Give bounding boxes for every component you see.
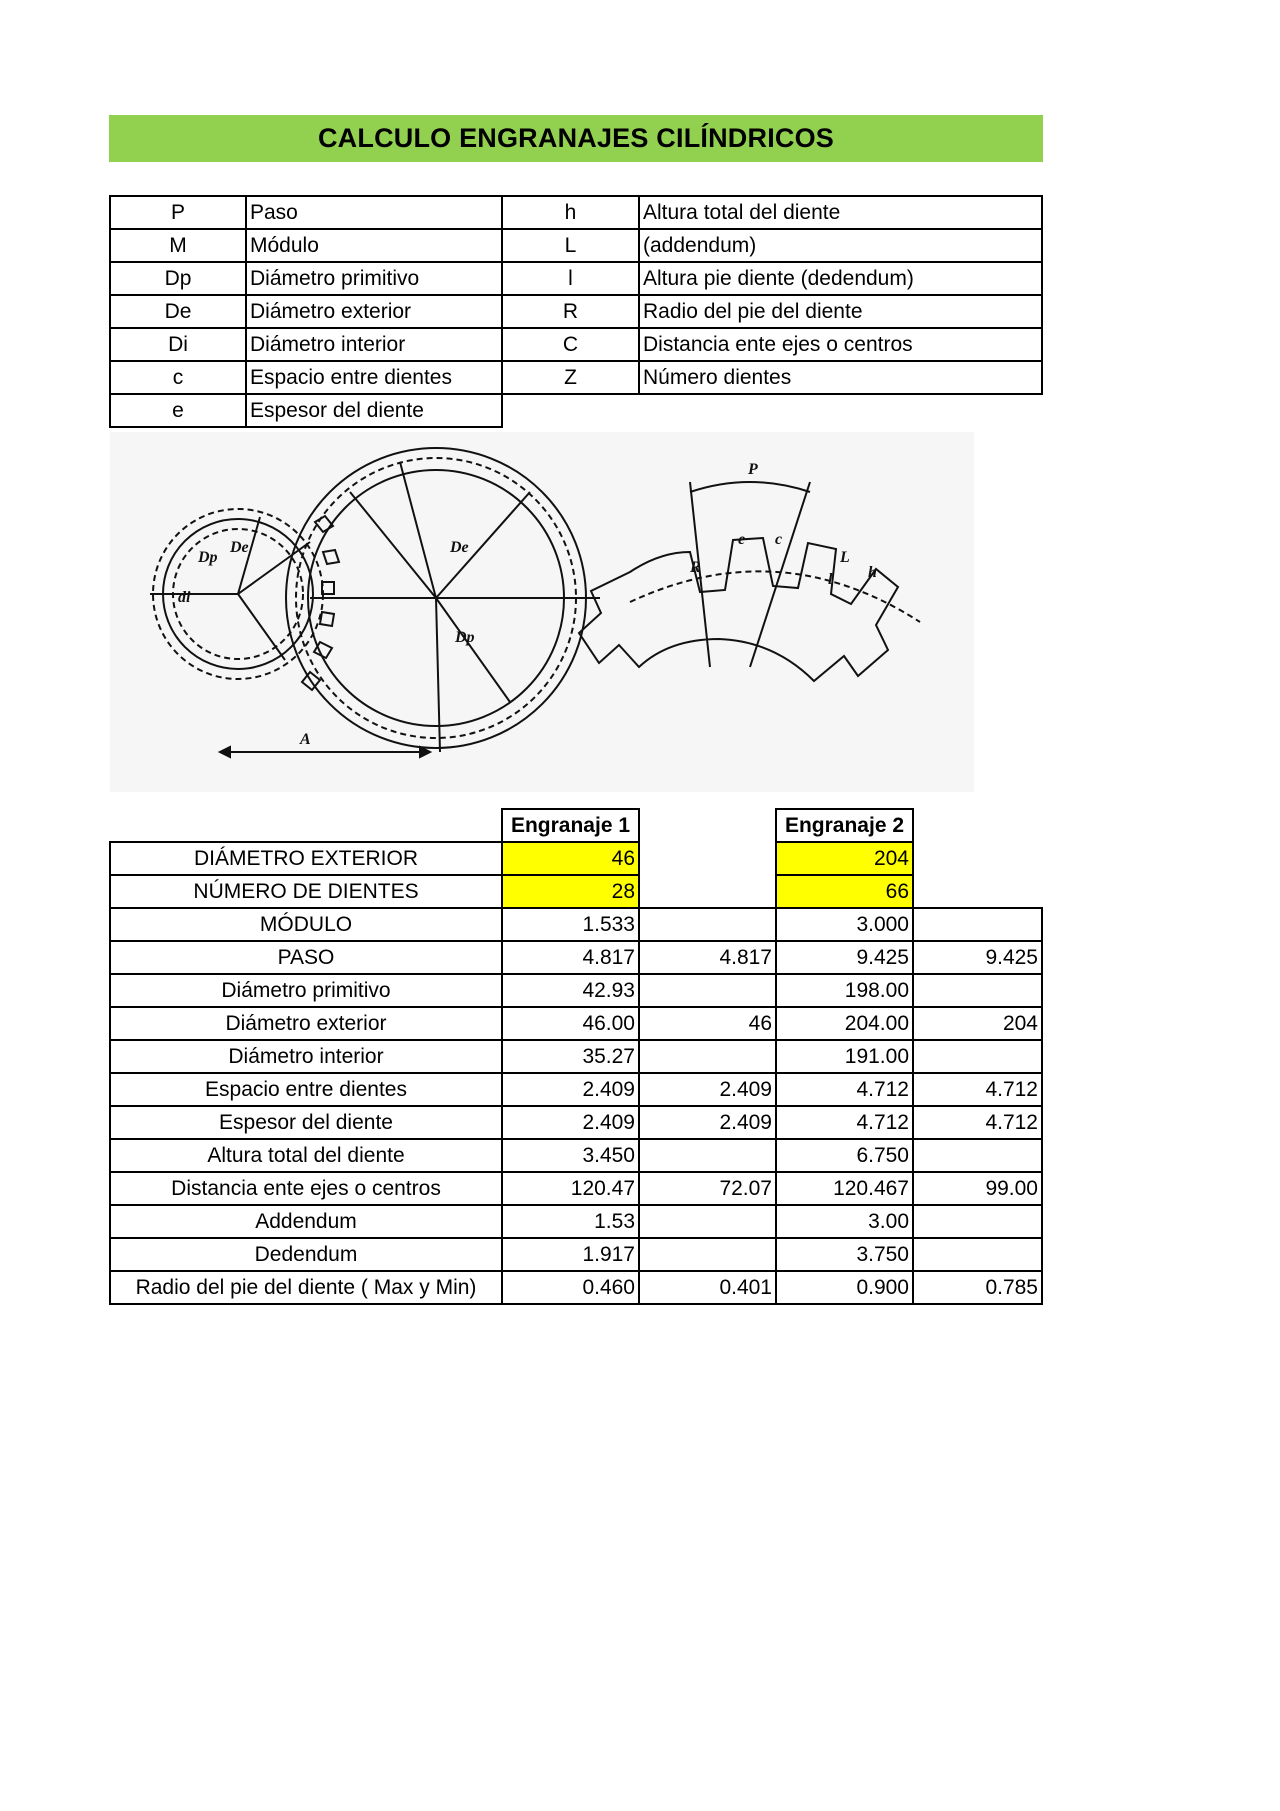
legend-symbol: Di — [110, 328, 246, 361]
legend-row — [110, 229, 1042, 262]
symbol-legend-table — [109, 195, 1043, 428]
legend-empty-cell — [639, 394, 1042, 427]
legend-description: Número dientes — [639, 361, 1042, 394]
value-cell-g1b: 46 — [639, 1007, 776, 1040]
value-cell-g1b — [639, 1040, 776, 1073]
value-cell-g1: 0.460 — [502, 1271, 639, 1304]
legend-row — [110, 328, 1042, 361]
value-cell-g2: 4.712 — [776, 1106, 913, 1139]
row-label: MÓDULO — [110, 908, 502, 941]
value-cell-g1: 42.93 — [502, 974, 639, 1007]
legend-row — [110, 295, 1042, 328]
result-row — [110, 1205, 1042, 1238]
value-cell-g2: 204.00 — [776, 1007, 913, 1040]
result-row — [110, 1238, 1042, 1271]
gear-2-input-cell[interactable]: 66 — [776, 875, 913, 908]
gear-1-input-cell[interactable]: 28 — [502, 875, 639, 908]
value-cell-g2: 191.00 — [776, 1040, 913, 1073]
diagram-label-l-lower: l — [828, 571, 833, 588]
empty-cell — [639, 842, 776, 875]
legend-description: Radio del pie del diente — [639, 295, 1042, 328]
legend-row — [110, 361, 1042, 394]
legend-description: Altura pie diente (dedendum) — [639, 262, 1042, 295]
legend-symbol: h — [502, 196, 639, 229]
legend-symbol: l — [502, 262, 639, 295]
legend-row — [110, 196, 1042, 229]
row-label: PASO — [110, 941, 502, 974]
result-row — [110, 908, 1042, 941]
legend-description: Módulo — [246, 229, 502, 262]
value-cell-g2b: 204 — [913, 1007, 1042, 1040]
value-cell-g2b: 99.00 — [913, 1172, 1042, 1205]
value-cell-g1: 1.53 — [502, 1205, 639, 1238]
legend-description: (addendum) — [639, 229, 1042, 262]
value-cell-g2b: 0.785 — [913, 1271, 1042, 1304]
legend-row — [110, 394, 1042, 427]
row-label: Diámetro interior — [110, 1040, 502, 1073]
legend-description: Altura total del diente — [639, 196, 1042, 229]
value-cell-g1b — [639, 1205, 776, 1238]
legend-description: Diámetro interior — [246, 328, 502, 361]
value-cell-g1: 35.27 — [502, 1040, 639, 1073]
legend-symbol: P — [110, 196, 246, 229]
row-label: Distancia ente ejes o centros — [110, 1172, 502, 1205]
legend-symbol: C — [502, 328, 639, 361]
gear-diagram-svg — [110, 432, 974, 792]
row-label: Addendum — [110, 1205, 502, 1238]
result-row — [110, 1271, 1042, 1304]
value-cell-g2: 198.00 — [776, 974, 913, 1007]
legend-description: Paso — [246, 196, 502, 229]
value-cell-g2: 3.000 — [776, 908, 913, 941]
gear-2-input-cell[interactable]: 204 — [776, 842, 913, 875]
diagram-label-p: P — [748, 461, 758, 478]
empty-cell — [913, 842, 1042, 875]
result-row — [110, 1139, 1042, 1172]
legend-symbol: c — [110, 361, 246, 394]
input-row — [110, 875, 1042, 908]
legend-symbol: R — [502, 295, 639, 328]
header-gear-2: Engranaje 2 — [776, 809, 913, 842]
gear-calculation-table — [109, 808, 1043, 1305]
legend-symbol: Dp — [110, 262, 246, 295]
result-row — [110, 1040, 1042, 1073]
value-cell-g1b: 72.07 — [639, 1172, 776, 1205]
legend-symbol: De — [110, 295, 246, 328]
value-cell-g1b: 0.401 — [639, 1271, 776, 1304]
value-cell-g2: 3.00 — [776, 1205, 913, 1238]
input-row — [110, 842, 1042, 875]
header-empty-cell — [110, 809, 502, 842]
value-cell-g2b: 4.712 — [913, 1073, 1042, 1106]
value-cell-g2: 3.750 — [776, 1238, 913, 1271]
value-cell-g2: 6.750 — [776, 1139, 913, 1172]
row-label: Dedendum — [110, 1238, 502, 1271]
value-cell-g2: 120.467 — [776, 1172, 913, 1205]
value-cell-g1b — [639, 908, 776, 941]
gear-diagram — [110, 432, 974, 792]
empty-cell — [639, 875, 776, 908]
header-empty-cell — [639, 809, 776, 842]
diagram-label-l-upper: L — [840, 549, 850, 566]
result-row — [110, 1007, 1042, 1040]
legend-symbol: Z — [502, 361, 639, 394]
legend-empty-cell — [502, 394, 639, 427]
diagram-label-de-large: De — [450, 539, 469, 556]
value-cell-g1b: 4.817 — [639, 941, 776, 974]
row-label: Diámetro primitivo — [110, 974, 502, 1007]
value-cell-g2b — [913, 974, 1042, 1007]
value-cell-g1b — [639, 1139, 776, 1172]
value-cell-g2: 9.425 — [776, 941, 913, 974]
value-cell-g1: 4.817 — [502, 941, 639, 974]
value-cell-g1: 120.47 — [502, 1172, 639, 1205]
value-cell-g2b — [913, 1238, 1042, 1271]
value-cell-g1b: 2.409 — [639, 1106, 776, 1139]
result-row — [110, 1073, 1042, 1106]
row-label: Altura total del diente — [110, 1139, 502, 1172]
gear-1-input-cell[interactable]: 46 — [502, 842, 639, 875]
result-row — [110, 941, 1042, 974]
legend-description: Diámetro exterior — [246, 295, 502, 328]
row-label: Espesor del diente — [110, 1106, 502, 1139]
legend-symbol: e — [110, 394, 246, 427]
value-cell-g1: 2.409 — [502, 1106, 639, 1139]
value-cell-g2b — [913, 1040, 1042, 1073]
diagram-label-e: e — [738, 531, 746, 548]
legend-row — [110, 262, 1042, 295]
value-cell-g1: 2.409 — [502, 1073, 639, 1106]
value-cell-g2b: 4.712 — [913, 1106, 1042, 1139]
value-cell-g1b: 2.409 — [639, 1073, 776, 1106]
row-label: Espacio entre dientes — [110, 1073, 502, 1106]
row-label: DIÁMETRO EXTERIOR — [110, 842, 502, 875]
result-row — [110, 1106, 1042, 1139]
legend-description: Espesor del diente — [246, 394, 502, 427]
value-cell-g2b: 9.425 — [913, 941, 1042, 974]
legend-symbol: L — [502, 229, 639, 262]
diagram-label-c: c — [775, 531, 783, 548]
diagram-label-h: h — [868, 564, 877, 581]
value-cell-g1: 1.533 — [502, 908, 639, 941]
legend-description: Distancia ente ejes o centros — [639, 328, 1042, 361]
diagram-label-dp-large: Dp — [455, 629, 475, 646]
empty-cell — [913, 875, 1042, 908]
result-row — [110, 1172, 1042, 1205]
legend-description: Diámetro primitivo — [246, 262, 502, 295]
row-label: Radio del pie del diente ( Max y Min) — [110, 1271, 502, 1304]
value-cell-g1: 1.917 — [502, 1238, 639, 1271]
value-cell-g2b — [913, 1205, 1042, 1238]
diagram-label-r: R — [690, 559, 701, 576]
page-title: CALCULO ENGRANAJES CILÍNDRICOS — [109, 115, 1043, 162]
header-gear-1: Engranaje 1 — [502, 809, 639, 842]
value-cell-g1: 46.00 — [502, 1007, 639, 1040]
value-cell-g2b — [913, 908, 1042, 941]
diagram-label-de: De — [230, 539, 249, 556]
legend-symbol: M — [110, 229, 246, 262]
diagram-label-dp: Dp — [198, 549, 218, 566]
row-label: NÚMERO DE DIENTES — [110, 875, 502, 908]
value-cell-g2b — [913, 1139, 1042, 1172]
row-label: Diámetro exterior — [110, 1007, 502, 1040]
value-cell-g2: 4.712 — [776, 1073, 913, 1106]
diagram-label-di: di — [178, 589, 191, 606]
calc-header-row — [110, 809, 1042, 842]
diagram-label-a: A — [300, 731, 311, 748]
value-cell-g1: 3.450 — [502, 1139, 639, 1172]
result-row — [110, 974, 1042, 1007]
value-cell-g1b — [639, 1238, 776, 1271]
value-cell-g2: 0.900 — [776, 1271, 913, 1304]
value-cell-g1b — [639, 974, 776, 1007]
legend-description: Espacio entre dientes — [246, 361, 502, 394]
header-empty-cell — [913, 809, 1042, 842]
